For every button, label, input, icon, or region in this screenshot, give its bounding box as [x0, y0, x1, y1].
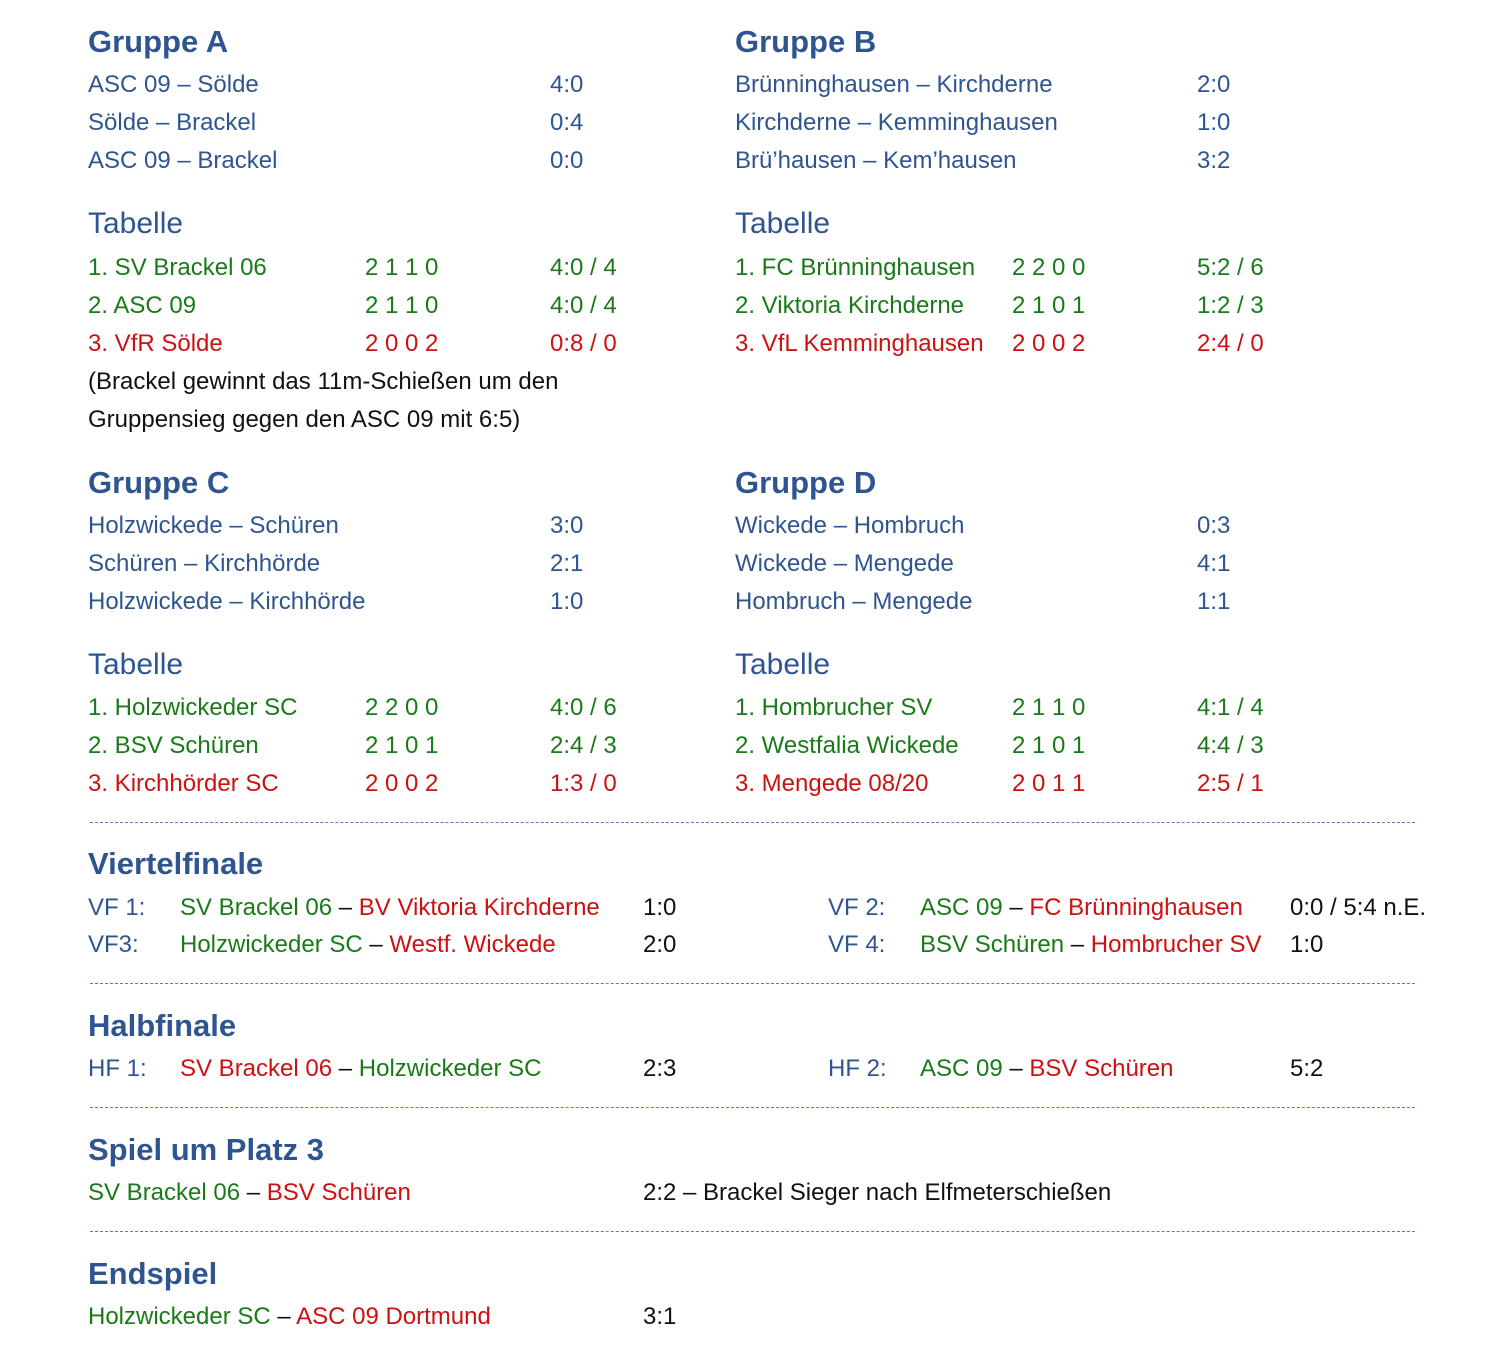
table-goals-points: 5:2 / 6 — [1197, 254, 1264, 281]
loser-team: BV Viktoria Kirchderne — [358, 894, 600, 921]
table-goals-points: 2:4 / 3 — [550, 732, 617, 759]
match-label: VF 2: — [828, 894, 886, 921]
match-score: 4:1 — [1197, 550, 1231, 577]
table-team: 1. SV Brackel 06 — [88, 254, 267, 281]
table-goals-points: 2:5 / 1 — [1197, 770, 1264, 797]
match-score: 0:0 — [550, 147, 584, 174]
pairing-separator: – — [1002, 1055, 1030, 1082]
match-pairing: Schüren – Kirchhörde — [88, 550, 321, 577]
match-label: VF 4: — [828, 931, 886, 958]
pairing-separator: – — [240, 1179, 267, 1206]
match-pairing — [88, 1178, 411, 1208]
match-pairing — [180, 930, 556, 960]
table-record: 2 1 1 0 — [365, 254, 439, 281]
loser-team: Hombrucher SV — [1090, 931, 1262, 958]
loser-team: BSV Schüren — [1029, 1055, 1174, 1082]
match-score: 1:0 — [643, 894, 677, 921]
match-pairing — [180, 893, 600, 923]
match-pairing — [920, 1054, 1174, 1084]
pairing-separator: – — [332, 1055, 359, 1082]
pairing-separator: – — [1064, 931, 1091, 958]
table-title: Tabelle — [735, 207, 831, 240]
group-note: (Brackel gewinnt das 11m-Schießen um den — [88, 368, 559, 395]
table-record: 2 0 0 2 — [1012, 330, 1086, 357]
match-score: 2:2 – Brackel Sieger nach Elfmeterschießen — [643, 1179, 1112, 1206]
table-goals-points: 4:4 / 3 — [1197, 732, 1264, 759]
table-team: 3. VfR Sölde — [88, 330, 223, 357]
winner-team: ASC 09 — [920, 894, 1003, 921]
match-pairing — [920, 930, 1262, 960]
match-score: 2:3 — [643, 1055, 677, 1082]
match-score: 3:2 — [1197, 147, 1231, 174]
loser-team: ASC 09 Dortmund — [296, 1303, 491, 1330]
table-record: 2 1 0 1 — [1012, 292, 1086, 319]
match-score: 0:0 / 5:4 n.E. — [1290, 894, 1427, 921]
match-score: 2:1 — [550, 550, 584, 577]
table-team: 3. Mengede 08/20 — [735, 770, 929, 797]
match-pairing — [920, 893, 1243, 923]
pairing-separator: – — [362, 931, 390, 958]
group-title: Gruppe B — [735, 24, 877, 59]
pairing-separator: – — [270, 1303, 297, 1330]
table-goals-points: 2:4 / 0 — [1197, 330, 1264, 357]
match-score: 1:0 — [1197, 109, 1231, 136]
table-goals-points: 1:2 / 3 — [1197, 292, 1264, 319]
table-goals-points: 4:0 / 6 — [550, 694, 617, 721]
table-title: Tabelle — [735, 648, 831, 681]
match-score: 3:1 — [643, 1303, 677, 1330]
table-team: 1. FC Brünninghausen — [735, 254, 976, 281]
match-score: 1:0 — [550, 588, 584, 615]
table-record: 2 0 1 1 — [1012, 770, 1086, 797]
match-label: HF 1: — [88, 1055, 147, 1082]
table-goals-points: 4:1 / 4 — [1197, 694, 1264, 721]
match-score: 0:3 — [1197, 512, 1231, 539]
loser-team: Westf. Wickede — [389, 931, 556, 958]
loser-team: SV Brackel 06 — [180, 1055, 333, 1082]
section-title: Spiel um Platz 3 — [88, 1132, 325, 1167]
section-divider — [90, 1107, 1415, 1108]
match-pairing: Brünninghausen – Kirchderne — [735, 71, 1053, 98]
table-title: Tabelle — [88, 648, 184, 681]
match-score: 0:4 — [550, 109, 584, 136]
match-pairing: Brü’hausen – Kem’hausen — [735, 147, 1017, 174]
match-pairing: Holzwickede – Kirchhörde — [88, 588, 366, 615]
match-score: 3:0 — [550, 512, 584, 539]
table-team: 2. Viktoria Kirchderne — [735, 292, 965, 319]
match-pairing: Kirchderne – Kemminghausen — [735, 109, 1058, 136]
loser-team: FC Brünninghausen — [1029, 894, 1243, 921]
group-note: Gruppensieg gegen den ASC 09 mit 6:5) — [88, 406, 521, 433]
winner-team: Holzwickeder SC — [180, 931, 363, 958]
match-pairing: ASC 09 – Sölde — [88, 71, 259, 98]
section-divider — [90, 1231, 1415, 1232]
winner-team: ASC 09 — [920, 1055, 1003, 1082]
section-title: Viertelfinale — [88, 846, 264, 881]
section-divider — [90, 822, 1415, 823]
winner-team: Holzwickeder SC — [358, 1055, 542, 1082]
match-pairing: ASC 09 – Brackel — [88, 147, 278, 174]
match-pairing: Holzwickede – Schüren — [88, 512, 339, 539]
table-team: 3. Kirchhörder SC — [88, 770, 279, 797]
group-title: Gruppe A — [88, 24, 229, 59]
pairing-separator: – — [332, 894, 359, 921]
table-team: 2. BSV Schüren — [88, 732, 259, 759]
table-record: 2 0 0 2 — [365, 330, 439, 357]
match-pairing: Sölde – Brackel — [88, 109, 257, 136]
table-goals-points: 4:0 / 4 — [550, 254, 617, 281]
winner-team: BSV Schüren — [920, 931, 1065, 958]
table-team: 1. Holzwickeder SC — [88, 694, 298, 721]
table-team: 2. Westfalia Wickede — [735, 732, 959, 759]
table-goals-points: 4:0 / 4 — [550, 292, 617, 319]
match-score: 2:0 — [643, 931, 677, 958]
match-pairing: Wickede – Hombruch — [735, 512, 965, 539]
match-pairing: Wickede – Mengede — [735, 550, 954, 577]
winner-team: SV Brackel 06 — [180, 894, 333, 921]
table-record: 2 2 0 0 — [1012, 254, 1086, 281]
table-goals-points: 1:3 / 0 — [550, 770, 617, 797]
pairing-separator: – — [1002, 894, 1030, 921]
match-label: VF3: — [88, 931, 139, 958]
winner-team: SV Brackel 06 — [88, 1179, 241, 1206]
table-team: 3. VfL Kemminghausen — [735, 330, 984, 357]
match-pairing — [88, 1302, 491, 1332]
table-goals-points: 0:8 / 0 — [550, 330, 617, 357]
group-title: Gruppe C — [88, 465, 230, 500]
loser-team: BSV Schüren — [266, 1179, 411, 1206]
section-title: Halbfinale — [88, 1008, 237, 1043]
match-pairing: Hombruch – Mengede — [735, 588, 973, 615]
table-team: 2. ASC 09 — [88, 292, 197, 319]
match-pairing — [180, 1054, 541, 1084]
match-score: 5:2 — [1290, 1055, 1324, 1082]
table-record: 2 1 1 0 — [365, 292, 439, 319]
match-score: 1:1 — [1197, 588, 1231, 615]
table-record: 2 1 0 1 — [365, 732, 439, 759]
table-record: 2 2 0 0 — [365, 694, 439, 721]
table-record: 2 1 0 1 — [1012, 732, 1086, 759]
section-title: Endspiel — [88, 1256, 218, 1291]
table-record: 2 0 0 2 — [365, 770, 439, 797]
match-label: VF 1: — [88, 894, 146, 921]
match-score: 2:0 — [1197, 71, 1231, 98]
match-score: 4:0 — [550, 71, 584, 98]
table-record: 2 1 1 0 — [1012, 694, 1086, 721]
match-label: HF 2: — [828, 1055, 887, 1082]
match-score: 1:0 — [1290, 931, 1324, 958]
section-divider — [90, 983, 1415, 984]
table-team: 1. Hombrucher SV — [735, 694, 933, 721]
group-title: Gruppe D — [735, 465, 877, 500]
table-title: Tabelle — [88, 207, 184, 240]
winner-team: Holzwickeder SC — [88, 1303, 271, 1330]
